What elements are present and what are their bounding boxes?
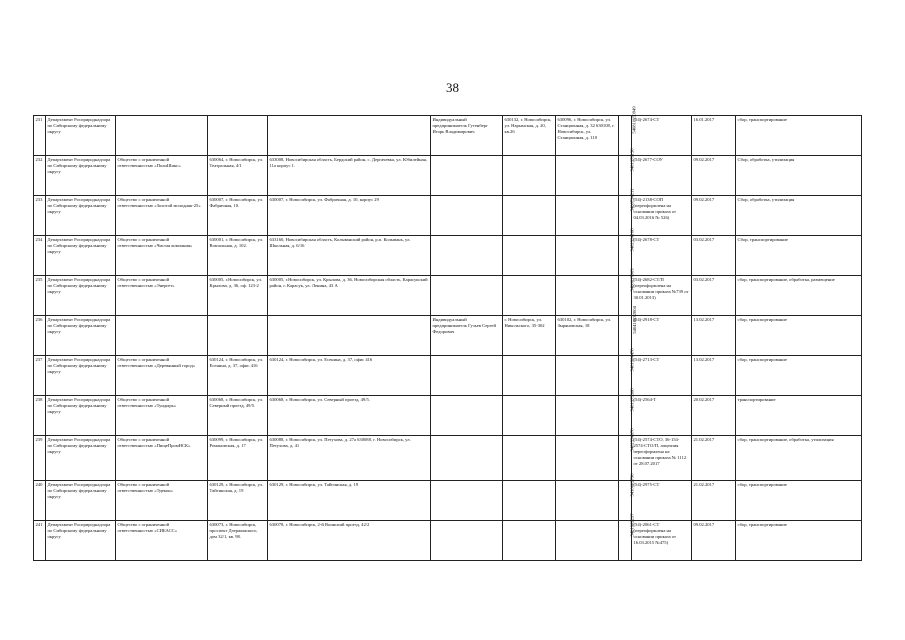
license-date-cell: 21.02.2017 bbox=[692, 481, 736, 521]
license-number-cell: (54)-2564-Т bbox=[632, 396, 692, 436]
legal-address-cell: 630005, г.Новосибирск, ул. Крылова, д. 36, оф. 123-2 bbox=[208, 276, 268, 316]
license-date-cell: 09.02.2017 bbox=[692, 196, 736, 236]
authority-cell: Департамент Росприроднадзора по Сибирскому федеральному округу bbox=[46, 521, 116, 561]
entrepreneur-activity-address-cell: 630102, г. Новосибирск, ул. Зыряновская, 18 bbox=[556, 316, 619, 356]
activity-address-cell: 633160, Новосибирская область, Колыванский район, р.п. Колывань, ул. Школьная, д. 6/16 bbox=[268, 236, 431, 276]
authority-cell: Департамент Росприроднадзора по Сибирскому федеральному округу bbox=[46, 316, 116, 356]
activity-type-cell: транспортирование bbox=[736, 396, 862, 436]
activity-type-cell: Сбор, обработка, утилизация bbox=[736, 156, 862, 196]
activity-type-cell: сбор, транспортирование bbox=[736, 116, 862, 156]
entrepreneur-name-cell bbox=[431, 436, 503, 481]
row-number: 235 bbox=[34, 276, 46, 316]
legal-address-cell: 630129, г. Новосибирск, ул. Тайгинская, д. 19 bbox=[208, 481, 268, 521]
license-date-cell: 20.02.2017 bbox=[692, 396, 736, 436]
table-row bbox=[34, 436, 862, 481]
inn-value: 5401379150 bbox=[629, 148, 634, 172]
entrepreneur-name-cell bbox=[431, 196, 503, 236]
authority-cell: Департамент Росприроднадзора по Сибирскому федеральному округу bbox=[46, 236, 116, 276]
activity-address-cell: 630005, г.Новосибирск, ул. Крылова, д. 36, Новосибирская область, Карасукский район, г. Карасук, ул. Ленина, 43 А bbox=[268, 276, 431, 316]
authority-cell: Департамент Росприроднадзора по Сибирскому федеральному округу bbox=[46, 396, 116, 436]
entrepreneur-name-cell bbox=[431, 521, 503, 561]
organization-name-cell bbox=[116, 116, 208, 156]
organization-name-cell: Общество с ограниченной ответственностью «Эдекон» bbox=[116, 481, 208, 521]
license-number-cell: (54)-2138-СОП (переоформлена на основании приказа от 04.03.2016 № 526) bbox=[632, 196, 692, 236]
entrepreneur-address-cell: 630132, г. Новосибирск, ул. Нарымская, д. 20, кв.26 bbox=[503, 116, 556, 156]
authority-cell: Департамент Росприроднадзора по Сибирскому федеральному округу bbox=[46, 356, 116, 396]
authority-cell: Департамент Росприроднадзора по Сибирскому федеральному округу bbox=[46, 436, 116, 481]
activity-address-cell: 630078, г. Новосибирск, 2-й Воинский проезд, 42/2 bbox=[268, 521, 431, 561]
table-row bbox=[34, 316, 862, 356]
entrepreneur-address-cell bbox=[503, 196, 556, 236]
row-number: 238 bbox=[34, 396, 46, 436]
page-number: 38 bbox=[446, 80, 459, 95]
entrepreneur-name-cell bbox=[431, 236, 503, 276]
row-number: 240 bbox=[34, 481, 46, 521]
authority-cell: Департамент Росприроднадзора по Сибирскому федеральному округу bbox=[46, 276, 116, 316]
activity-address-cell: 630129, г. Новосибирск, ул. Тайгинская, д. 19 bbox=[268, 481, 431, 521]
license-number-cell: (54)-2682-СТ/П (переоформлена на основании приказа №739 от 30.01.2013) bbox=[632, 276, 692, 316]
inn-value: 5402524108 bbox=[629, 228, 634, 252]
row-number: 239 bbox=[34, 436, 46, 481]
entrepreneur-name-cell bbox=[431, 276, 503, 316]
organization-name-cell: Общество с ограниченной ответственностью «ПищеПромНСК» bbox=[116, 436, 208, 481]
activity-type-cell: сбор, транспортирование bbox=[736, 316, 862, 356]
license-date-cell: 13.02.2017 bbox=[692, 356, 736, 396]
entrepreneur-address-cell bbox=[503, 521, 556, 561]
entrepreneur-name-cell: Индивидуальный предприниматель Гутенберг Игорь Владимирович bbox=[431, 116, 503, 156]
authority-cell: Департамент Росприроднадзора по Сибирскому федеральному округу bbox=[46, 156, 116, 196]
license-number-cell: (54)-2674-СТ bbox=[632, 116, 692, 156]
row-number: 236 bbox=[34, 316, 46, 356]
authority-cell: Департамент Росприроднадзора по Сибирскому федеральному округу bbox=[46, 116, 116, 156]
activity-type-cell: сбор, транспортирование bbox=[736, 481, 862, 521]
license-number-cell: (54)-2975-СТ bbox=[632, 481, 692, 521]
legal-address-cell: 630064, г. Новосибирск, ул. Театральная, 4/1 bbox=[208, 156, 268, 196]
entrepreneur-address-cell bbox=[503, 276, 556, 316]
table-row bbox=[34, 276, 862, 316]
license-number-cell: (54)-2918-СТ bbox=[632, 316, 692, 356]
entrepreneur-activity-address-cell bbox=[556, 196, 619, 236]
license-number-cell: (54)-2713-СТ bbox=[632, 356, 692, 396]
legal-address-cell: 630124, г. Новосибирск, ул. Есенина, д. 37, офис 416 bbox=[208, 356, 268, 396]
license-date-cell: 03.02.2017 bbox=[692, 236, 736, 276]
organization-name-cell: Общество с ограниченной ответственностью «Золотой молодняк-25» bbox=[116, 196, 208, 236]
inn-value: 540811150949 bbox=[631, 106, 637, 134]
activity-address-cell: 630068, г. Новосибирск, ул. Северный проезд, 49/5. bbox=[268, 396, 431, 436]
row-number: 233 bbox=[34, 196, 46, 236]
table-row bbox=[34, 156, 862, 196]
entrepreneur-name-cell bbox=[431, 156, 503, 196]
organization-name-cell bbox=[116, 316, 208, 356]
activity-type-cell: Сбор, обработка, утилизация bbox=[736, 196, 862, 236]
entrepreneur-address-cell bbox=[503, 156, 556, 196]
organization-name-cell: Общество с ограниченной ответственностью «Деревянный город» bbox=[116, 356, 208, 396]
legal-address-cell: 630068, г. Новосибирск, ул. Северный проезд, 49/5. bbox=[208, 396, 268, 436]
legal-address-cell: 630001, г. Новосибирск, ул. Вокзальная, д. 102. bbox=[208, 236, 268, 276]
activity-address-cell bbox=[268, 116, 431, 156]
activity-address-cell: 630124, г. Новосибирск, ул. Есенина, д. 37, офис 416 bbox=[268, 356, 431, 396]
activity-type-cell: сбор, транспортирование, обработка, размещение bbox=[736, 276, 862, 316]
legal-address-cell bbox=[208, 116, 268, 156]
license-date-cell: 09.02.2017 bbox=[692, 521, 736, 561]
license-date-cell: 21.02.2017 bbox=[692, 436, 736, 481]
entrepreneur-name-cell bbox=[431, 356, 503, 396]
inn-value: 5401375368 bbox=[629, 388, 634, 412]
entrepreneur-name-cell: Индивидуальный предприниматель Гузьев Сергей Федорович bbox=[431, 316, 503, 356]
row-number: 232 bbox=[34, 156, 46, 196]
entrepreneur-address-cell bbox=[503, 396, 556, 436]
row-number: 237 bbox=[34, 356, 46, 396]
entrepreneur-address-cell bbox=[503, 356, 556, 396]
authority-cell: Департамент Росприроднадзора по Сибирскому федеральному округу bbox=[46, 196, 116, 236]
activity-type-cell: сбор, транспортирование bbox=[736, 521, 862, 561]
license-date-cell: 03.02.2017 bbox=[692, 276, 736, 316]
activity-address-cell bbox=[268, 316, 431, 356]
license-date-cell: 09.02.2017 bbox=[692, 156, 736, 196]
table-row bbox=[34, 481, 862, 521]
entrepreneur-address-cell bbox=[503, 436, 556, 481]
inn-value: 540418632004 bbox=[631, 306, 637, 334]
license-number-cell: (54)-2061-СТ (переоформлена на основании приказа от 16.03.2015 №475) bbox=[632, 521, 692, 561]
organization-name-cell: Общество с ограниченной ответственностью «СИБАСС» bbox=[116, 521, 208, 561]
legal-address-cell: 630073, г. Новосибирск, проспект Дзержинского, дом 32/1, кв. 98. bbox=[208, 521, 268, 561]
table-row bbox=[34, 196, 862, 236]
license-number-cell: (54)-2574-СТО, 36-154-2574-СТО/П, лицензия переоформлена на основании приказа № 1112 от 28.07.2017 bbox=[632, 436, 692, 481]
inn-value: 5406617063 bbox=[629, 268, 634, 292]
organization-name-cell: Общество с ограниченной ответственностью «Чистая компания» bbox=[116, 236, 208, 276]
row-number: 234 bbox=[34, 236, 46, 276]
organization-name-cell: Общество с ограниченной ответственностью «ПолиШинс» bbox=[116, 156, 208, 196]
activity-address-cell: 630088, г. Новосибирск, ул. Петухова, д. 27а 630088, г. Новосибирск, ул. Петухова, д. 41 bbox=[268, 436, 431, 481]
table-row bbox=[34, 116, 862, 156]
legal-address-cell bbox=[208, 316, 268, 356]
inn-value: 5410002790 bbox=[629, 473, 634, 497]
entrepreneur-activity-address-cell bbox=[556, 156, 619, 196]
activity-type-cell: сбор, транспортирование, обработка, утилизация bbox=[736, 436, 862, 481]
activity-address-cell: 630007, г. Новосибирск, ул. Фабричная, д. 10, корпус 29 bbox=[268, 196, 431, 236]
inn-value: 5406734211 bbox=[628, 188, 634, 212]
legal-address-cell: 630007, г. Новосибирск, ул. Фабричная, 10. bbox=[208, 196, 268, 236]
entrepreneur-activity-address-cell bbox=[556, 521, 619, 561]
table-row bbox=[34, 521, 862, 561]
entrepreneur-address-cell bbox=[503, 236, 556, 276]
table-row bbox=[34, 356, 862, 396]
entrepreneur-activity-address-cell bbox=[556, 436, 619, 481]
activity-type-cell: Сбор, транспортирование bbox=[736, 236, 862, 276]
entrepreneur-name-cell bbox=[431, 396, 503, 436]
inn-value: 5401962237 bbox=[629, 513, 634, 537]
inn-cell bbox=[619, 268, 634, 316]
license-registry-table bbox=[33, 106, 862, 561]
entrepreneur-activity-address-cell bbox=[556, 481, 619, 521]
entrepreneur-address-cell: г. Новосибирск, ул. Никольского, 35-302 bbox=[503, 316, 556, 356]
entrepreneur-activity-address-cell bbox=[556, 396, 619, 436]
license-number-cell: (54)-2678-СТ bbox=[632, 236, 692, 276]
entrepreneur-activity-address-cell bbox=[556, 356, 619, 396]
table-row bbox=[34, 236, 862, 276]
entrepreneur-activity-address-cell bbox=[556, 236, 619, 276]
license-date-cell: 16.01.2017 bbox=[692, 116, 736, 156]
entrepreneur-activity-address-cell bbox=[556, 276, 619, 316]
row-number: 241 bbox=[34, 521, 46, 561]
entrepreneur-address-cell bbox=[503, 481, 556, 521]
entrepreneur-activity-address-cell: 630096, г. Новосибирск, ул. Станционная, д. 32 630108, г. Новосибирск, ул. Станционная, д. 110 bbox=[556, 116, 619, 156]
row-number: 231 bbox=[34, 116, 46, 156]
inn-value: 5402554870 bbox=[629, 428, 634, 452]
table-row bbox=[34, 396, 862, 436]
activity-type-cell: сбор, транспортирование bbox=[736, 356, 862, 396]
activity-address-cell: 633008, Новосибирская область, Бердский район, с. Дергачевка, ул. Юбилейная, 11а корпус 1. bbox=[268, 156, 431, 196]
inn-value: 5401964478 bbox=[629, 348, 634, 372]
legal-address-cell: 630099, г. Новосибирск, ул. Романовская, д. 17 bbox=[208, 436, 268, 481]
entrepreneur-name-cell bbox=[431, 481, 503, 521]
license-number-cell: (54)-2677-СОУ bbox=[632, 156, 692, 196]
license-date-cell: 13.02.2017 bbox=[692, 316, 736, 356]
inn-cell bbox=[619, 513, 634, 561]
organization-name-cell: Общество с ограниченной ответственностью «Энергет» bbox=[116, 276, 208, 316]
organization-name-cell: Общество с ограниченной ответственностью «Тундырь» bbox=[116, 396, 208, 436]
authority-cell: Департамент Росприроднадзора по Сибирскому федеральному округу bbox=[46, 481, 116, 521]
